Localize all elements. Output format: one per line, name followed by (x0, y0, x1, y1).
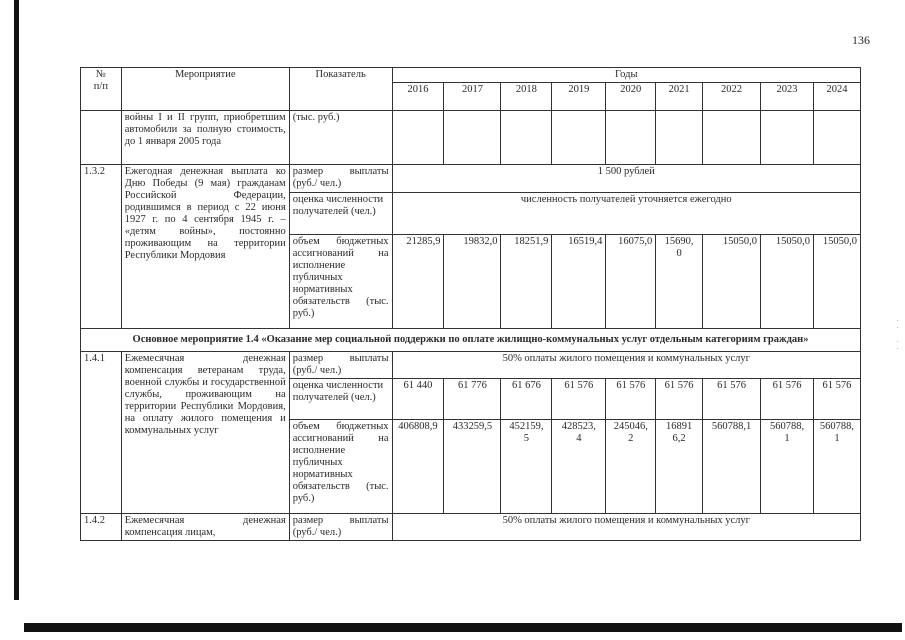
table-row (81, 165, 861, 193)
value-cell: 560788, 1 (813, 420, 860, 514)
value-cell: 560788,1 (703, 420, 761, 514)
event-cell: Ежемесячная денежная компенсация лицам, (121, 514, 289, 541)
value-cell: 15050,0 (813, 235, 860, 329)
year-cell: 2016 (392, 83, 444, 111)
indicator-cell: (тыс. руб.) (289, 111, 392, 165)
header-num: № п/п (81, 68, 122, 111)
value-cell: 18251,9 (501, 235, 552, 329)
value-cell: 15050,0 (703, 235, 761, 329)
year-cell: 2020 (606, 83, 656, 111)
section-title: Основное мероприятие 1.4 «Оказание мер социальной поддержки по оплате жилищно-коммунальных услуг отдельным категориям граждан» (81, 329, 861, 352)
value-cell: 61 576 (606, 379, 656, 420)
program-table (80, 67, 861, 541)
value-cell: 16075,0 (606, 235, 656, 329)
num-cell (81, 111, 122, 165)
section-row (81, 329, 861, 352)
indicator-cell: размер выплаты (руб./ чел.) (289, 514, 392, 541)
event-cell: войны I и II групп, приобретшим автомобили за полную стоимость, до 1 января 2005 года (121, 111, 289, 165)
header-event: Мероприятие (121, 68, 289, 111)
value-cell: 433259,5 (444, 420, 501, 514)
year-cell: 2017 (444, 83, 501, 111)
table-row (81, 514, 861, 541)
value-cell: 61 440 (392, 379, 444, 420)
value-cell: 428523, 4 (552, 420, 606, 514)
year-cell: 2018 (501, 83, 552, 111)
value-cell: 560788, 1 (761, 420, 814, 514)
indicator-cell: размер выплаты (руб./ чел.) (289, 165, 392, 193)
scan-edge-bottom (24, 623, 902, 632)
event-cell: Ежегодная денежная выплата ко Дню Победы (9 мая) гражданам Российской Федерации, родившимся в период с 22 июня 1927 г. по 4 сентября 1945 г. – «детям войны», постоянно проживающим на территории Республики Мордовия (121, 165, 289, 329)
value-cell: 21285,9 (392, 235, 444, 329)
value-cell: 61 676 (501, 379, 552, 420)
value-cell: 15690, 0 (656, 235, 703, 329)
indicator-cell: оценка численности получателей (чел.) (289, 193, 392, 235)
year-cell: 2023 (761, 83, 814, 111)
value-cell: 61 576 (552, 379, 606, 420)
value-cell: 19832,0 (444, 235, 501, 329)
value-cell: 61 576 (656, 379, 703, 420)
value-cell: 16519,4 (552, 235, 606, 329)
indicator-cell: размер выплаты (руб./ чел.) (289, 352, 392, 379)
year-cell: 2022 (703, 83, 761, 111)
num-cell: 1.3.2 (81, 165, 122, 329)
header-row (81, 68, 861, 83)
page-number: 136 (852, 33, 870, 47)
table-row (81, 111, 861, 165)
header-indicator: Показатель (289, 68, 392, 111)
year-cell: 2019 (552, 83, 606, 111)
header-years: Годы (392, 68, 860, 83)
indicator-cell: оценка численности получателей (чел.) (289, 379, 392, 420)
value-cell: 245046, 2 (606, 420, 656, 514)
value-cell: 15050,0 (761, 235, 814, 329)
value-cell: 61 576 (761, 379, 814, 420)
num-cell: 1.4.2 (81, 514, 122, 541)
merged-value: численность получателей уточняется ежегодно (392, 193, 860, 235)
value-cell: 61 576 (703, 379, 761, 420)
indicator-cell: объем бюджетных ассигнований на исполнение публичных нормативных обязательств (тыс. руб.) (289, 420, 392, 514)
table-row (81, 352, 861, 379)
value-cell: 61 776 (444, 379, 501, 420)
year-cell: 2021 (656, 83, 703, 111)
year-cell: 2024 (813, 83, 860, 111)
value-cell: 16891 6,2 (656, 420, 703, 514)
indicator-cell: объем бюджетных ассигнований на исполнение публичных нормативных обязательств (тыс. руб.) (289, 235, 392, 329)
event-cell: Ежемесячная денежная компенсация ветеранам труда, военной службы и государственной службы, проживающим на территории Республики Мордовия, на оплату жилого помещения и коммунальных услуг (121, 352, 289, 514)
value-cell: 406808,9 (392, 420, 444, 514)
num-cell: 1.4.1 (81, 352, 122, 514)
scan-edge-left (14, 0, 19, 600)
value-cell: 452159, 5 (501, 420, 552, 514)
merged-value: 50% оплаты жилого помещения и коммунальных услуг (392, 352, 860, 379)
value-cell: 61 576 (813, 379, 860, 420)
scan-specks: · · · · (896, 317, 899, 353)
merged-value: 50% оплаты жилого помещения и коммунальных услуг (392, 514, 860, 541)
merged-value: 1 500 рублей (392, 165, 860, 193)
